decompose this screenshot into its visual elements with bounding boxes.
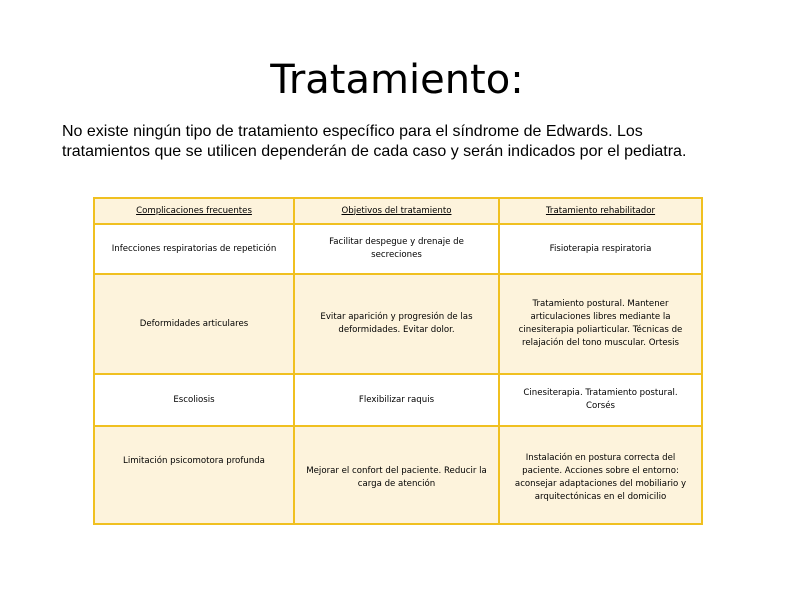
table-cell: Facilitar despegue y drenaje de secreciones xyxy=(294,224,499,274)
table-row xyxy=(94,274,702,374)
table-cell: Cinesiterapia. Tratamiento postural. Corsés xyxy=(499,374,702,426)
table-cell: Limitación psicomotora profunda xyxy=(94,426,294,524)
table-cell: Infecciones respiratorias de repetición xyxy=(94,224,294,274)
table-cell: Escoliosis xyxy=(94,374,294,426)
table-cell: Flexibilizar raquis xyxy=(294,374,499,426)
table-cell: Evitar aparición y progresión de las deformidades. Evitar dolor. xyxy=(294,274,499,374)
slide-title: Tratamiento: xyxy=(270,57,524,103)
treatment-table xyxy=(93,197,703,525)
table-row xyxy=(94,426,702,524)
header-tratamiento: Tratamiento rehabilitador xyxy=(499,198,702,224)
table-cell: Tratamiento postural. Mantener articulaciones libres mediante la cinesiterapia poliarticular. Técnicas de relajación del tono muscular. Ortesis xyxy=(499,274,702,374)
table-cell: Fisioterapia respiratoria xyxy=(499,224,702,274)
table-cell: Mejorar el confort del paciente. Reducir la carga de atención xyxy=(294,426,499,524)
table-header-row xyxy=(94,198,702,224)
intro-paragraph: No existe ningún tipo de tratamiento específico para el síndrome de Edwards. Los tratamientos que se utilicen dependerán de cada caso y serán indicados por el pediatra. xyxy=(62,123,687,160)
table-row xyxy=(94,224,702,274)
table-cell: Instalación en postura correcta del paciente. Acciones sobre el entorno: aconsejar adaptaciones del mobiliario y arquitectónicas en el domicilio xyxy=(499,426,702,524)
table-row xyxy=(94,374,702,426)
header-complicaciones: Complicaciones frecuentes xyxy=(94,198,294,224)
table-cell: Deformidades articulares xyxy=(94,274,294,374)
header-objetivos: Objetivos del tratamiento xyxy=(294,198,499,224)
